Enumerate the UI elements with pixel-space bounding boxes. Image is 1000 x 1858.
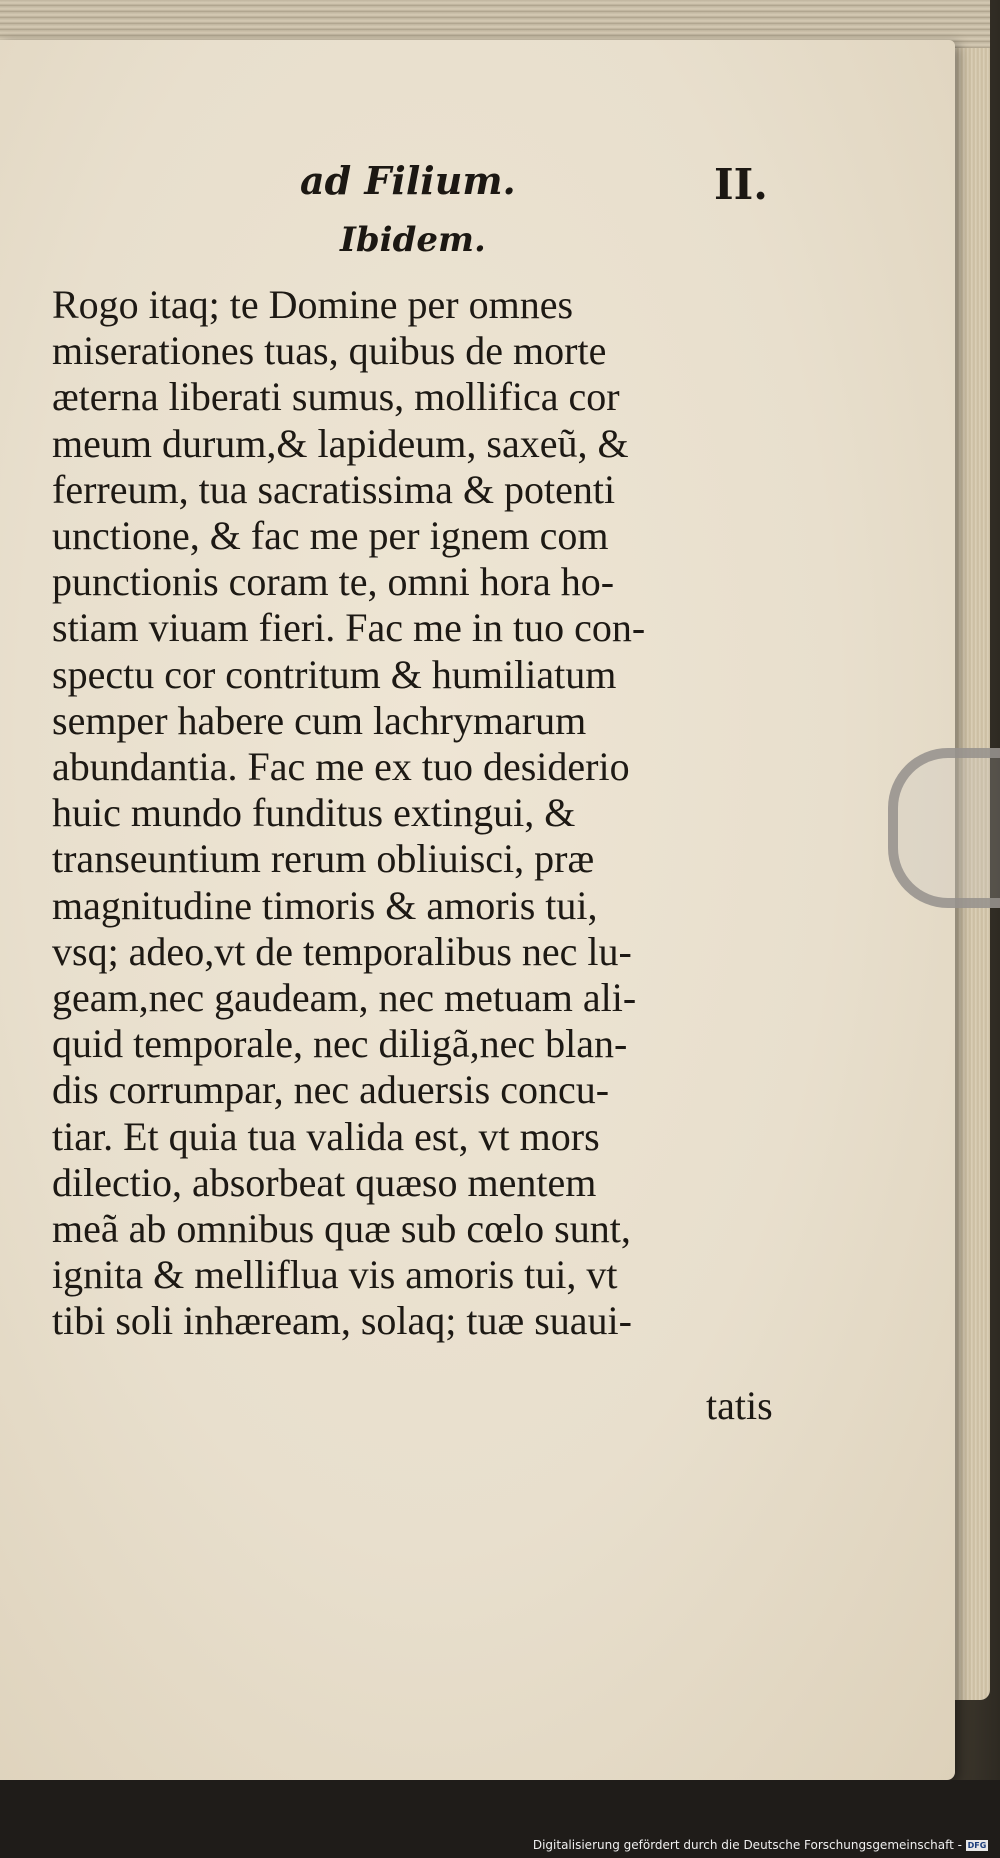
text-line: dis corrumpar, nec aduersis concu- (52, 1067, 610, 1113)
text-line: dilectio, absorbeat quæso mentem (52, 1159, 597, 1205)
text-line: ferreum, tua sacratissima & potenti (52, 466, 616, 512)
text-line: semper habere cum lachrymarum (52, 697, 587, 743)
text-line: unctione, & fac me per ignem com (52, 513, 609, 559)
text-line: meã ab omnibus quæ sub cœlo sunt, (52, 1206, 631, 1252)
text-line: tiar. Et quia tua valida est, vt mors (52, 1113, 600, 1159)
text-line: ignita & melliflua vis amoris tui, vt (52, 1252, 618, 1298)
catchword: tatis (706, 1383, 773, 1428)
text-line: meum durum,& lapideum, saxeũ, & (52, 420, 629, 466)
text-line: miserationes tuas, quibus de morte (52, 328, 607, 374)
page-clip (888, 748, 1000, 908)
text-line: quid temporale, nec diligã,nec blan- (52, 1021, 628, 1067)
folio-number: II. (714, 160, 768, 209)
text-line: stiam viuam fieri. Fac me in tuo con- (52, 605, 646, 651)
text-line: tibi soli inhæream, solaq; tuæ suaui- (52, 1298, 632, 1344)
running-header: ad Filium. (300, 158, 516, 203)
text-line: Rogo itaq; te Domine per omnes (52, 282, 574, 327)
dfg-logo-icon: DFG (967, 1840, 987, 1850)
body-text (52, 282, 782, 1345)
text-line: magnitudine timoris & amoris tui, (52, 882, 598, 928)
text-line: vsq; adeo,vt de temporalibus nec lu- (52, 928, 632, 974)
section-heading: Ibidem. (340, 220, 486, 260)
text-line: æterna liberati sumus, mollifica cor (52, 374, 620, 420)
text-line: abundantia. Fac me ex tuo desiderio (52, 744, 630, 790)
digitization-credit (529, 1836, 992, 1854)
text-line: transeuntium rerum obliuisci, præ (52, 836, 595, 882)
credit-text: Digitalisierung gefördert durch die Deutsche Forschungsgemeinschaft - (532, 1838, 962, 1852)
text-line: punctionis coram te, omni hora ho- (52, 559, 615, 605)
text-line: geam,nec gaudeam, nec metuam ali- (52, 975, 637, 1021)
text-line: huic mundo funditus extingui, & (52, 790, 576, 836)
text-line: spectu cor contritum & humiliatum (52, 651, 617, 697)
